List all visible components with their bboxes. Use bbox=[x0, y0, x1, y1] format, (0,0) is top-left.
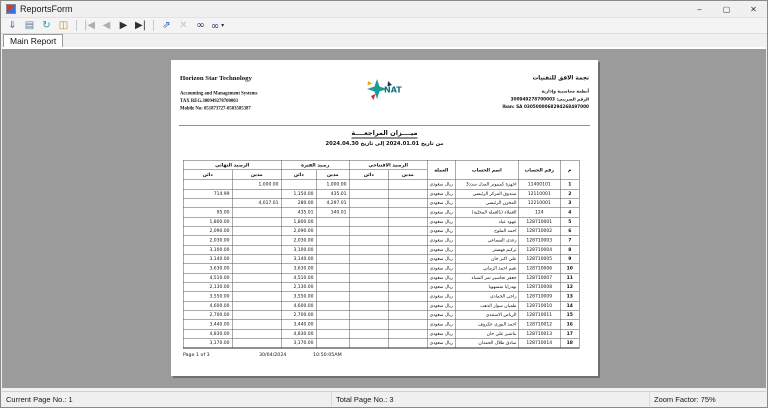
cell-no: 18 bbox=[560, 339, 579, 348]
cell-final-debit bbox=[232, 273, 281, 282]
company-line-en: Mobile No: 051873727-0503585387 bbox=[180, 106, 251, 111]
cell-final-credit: 4,830.00 bbox=[183, 329, 232, 338]
cell-final-credit bbox=[183, 198, 232, 207]
cell-opening-debit bbox=[388, 208, 427, 217]
header-period-debit: مدين bbox=[316, 170, 349, 180]
report-date-range: من تاريخ 2024.01.01 إلى تاريخ 2024.04.30 bbox=[325, 140, 444, 147]
table-row bbox=[183, 180, 579, 189]
cell-account-number: 128710002 bbox=[518, 226, 560, 235]
cell-period-credit: 3,170.00 bbox=[281, 339, 316, 348]
cell-period-debit bbox=[316, 339, 349, 348]
cell-currency: ريال سعودي bbox=[427, 339, 455, 348]
table-row bbox=[183, 189, 579, 198]
header-final-credit: دائن bbox=[183, 170, 232, 180]
print-report-icon[interactable]: ▤ bbox=[24, 19, 35, 31]
cell-no: 15 bbox=[560, 311, 579, 320]
cell-final-credit: 3,550.00 bbox=[183, 292, 232, 301]
cell-final-credit: 1,800.00 bbox=[183, 217, 232, 226]
table-row bbox=[183, 198, 579, 207]
status-current-page: Current Page No.: 1 bbox=[2, 392, 332, 406]
find-text-icon[interactable]: ∞ bbox=[196, 19, 205, 31]
cell-period-credit: 2,090.00 bbox=[281, 226, 316, 235]
cell-account-number: 12110001 bbox=[518, 189, 560, 198]
cell-period-credit: 2,030.00 bbox=[281, 236, 316, 245]
company-line-ar: Iban: SA 0305000068294268497000 bbox=[502, 104, 589, 110]
cell-no: 8 bbox=[560, 245, 579, 254]
cell-account-name: صادق طلال الحمدان bbox=[455, 339, 518, 348]
cell-currency: ريال سعودي bbox=[427, 236, 455, 245]
page-footer bbox=[171, 352, 598, 359]
header-opening-credit: دائن bbox=[349, 170, 388, 180]
cell-opening-credit bbox=[349, 283, 388, 292]
cell-opening-debit bbox=[388, 255, 427, 264]
cell-period-credit: 1,800.00 bbox=[281, 217, 316, 226]
cell-no: 9 bbox=[560, 255, 579, 264]
cell-account-number: 128710005 bbox=[518, 255, 560, 264]
cell-currency: ريال سعودي bbox=[427, 180, 455, 189]
cell-account-number: 128710009 bbox=[518, 292, 560, 301]
table-row bbox=[183, 236, 579, 245]
cell-period-debit: 340.01 bbox=[316, 208, 349, 217]
cell-opening-debit bbox=[388, 292, 427, 301]
cell-final-debit bbox=[232, 236, 281, 245]
last-page-icon[interactable]: ▶| bbox=[134, 19, 147, 31]
table-row bbox=[183, 255, 579, 264]
cell-opening-credit bbox=[349, 217, 388, 226]
cell-opening-debit bbox=[388, 329, 427, 338]
cell-final-credit: 2,090.00 bbox=[183, 226, 232, 235]
company-header-english bbox=[180, 74, 257, 113]
cell-final-debit bbox=[232, 226, 281, 235]
cell-period-credit: 4,600.00 bbox=[281, 301, 316, 310]
cell-currency: ريال سعودي bbox=[427, 301, 455, 310]
cell-account-name: عهود عياد bbox=[455, 217, 518, 226]
cell-opening-credit bbox=[349, 339, 388, 348]
cell-no: 10 bbox=[560, 264, 579, 273]
export-report-icon[interactable]: ⇓ bbox=[8, 19, 17, 31]
cell-period-debit bbox=[316, 273, 349, 282]
cell-period-credit: 2,700.00 bbox=[281, 311, 316, 320]
cell-opening-credit bbox=[349, 245, 388, 254]
cell-period-debit bbox=[316, 264, 349, 273]
cell-currency: ريال سعودي bbox=[427, 292, 455, 301]
status-bar bbox=[2, 391, 766, 406]
cell-account-name: تركيم فهستر bbox=[455, 245, 518, 254]
toolbar-separator bbox=[76, 20, 77, 31]
dropdown-caret-icon[interactable]: ▾ bbox=[219, 21, 225, 29]
toolbar-separator bbox=[153, 20, 154, 31]
cell-period-credit: 3,140.00 bbox=[281, 255, 316, 264]
cell-no: 4 bbox=[560, 208, 579, 217]
cell-account-number: 128710008 bbox=[518, 283, 560, 292]
trial-balance-table bbox=[183, 160, 580, 348]
header-final-balance: الرصيد النهائي bbox=[183, 160, 281, 170]
cell-no: 3 bbox=[560, 198, 579, 207]
tab-strip bbox=[1, 34, 767, 47]
header-opening-balance: الرصيد الافتتاحي bbox=[349, 160, 427, 170]
cell-final-debit bbox=[232, 311, 281, 320]
cell-opening-credit bbox=[349, 198, 388, 207]
table-row bbox=[183, 245, 579, 254]
cell-account-number: 128710011 bbox=[518, 311, 560, 320]
status-zoom-factor: Zoom Factor: 75% bbox=[654, 394, 716, 404]
cell-final-debit bbox=[232, 245, 281, 254]
cell-account-name: جعفر تجاسير نمر الشباء bbox=[455, 273, 518, 282]
cell-final-debit bbox=[232, 255, 281, 264]
cell-final-credit: 2,130.00 bbox=[183, 283, 232, 292]
cell-currency: ريال سعودي bbox=[427, 311, 455, 320]
cell-account-name: المخزن الرئيسي bbox=[455, 198, 518, 207]
cell-opening-credit bbox=[349, 226, 388, 235]
cell-opening-debit bbox=[388, 245, 427, 254]
cell-period-debit: 1,000.00 bbox=[316, 180, 349, 189]
cell-no: 7 bbox=[560, 236, 579, 245]
cell-currency: ريال سعودي bbox=[427, 189, 455, 198]
cell-account-name: احمد الملوح bbox=[455, 226, 518, 235]
cell-no: 5 bbox=[560, 217, 579, 226]
cell-account-name: اجهزة كمبيوتر المدل سدد3 bbox=[455, 180, 518, 189]
cell-account-number: 11400101 bbox=[518, 180, 560, 189]
tab-main-report[interactable]: Main Report bbox=[3, 34, 63, 47]
cell-period-credit: 435.01 bbox=[281, 208, 316, 217]
cell-final-debit bbox=[232, 264, 281, 273]
cell-final-debit bbox=[232, 208, 281, 217]
company-line-en: TAX REG.300949278700003 bbox=[180, 98, 238, 104]
cell-no: 12 bbox=[560, 283, 579, 292]
table-row bbox=[183, 283, 579, 292]
cell-opening-debit bbox=[388, 180, 427, 189]
report-toolbar bbox=[1, 18, 767, 34]
cell-account-number: 128710006 bbox=[518, 264, 560, 273]
cell-opening-debit bbox=[388, 264, 427, 273]
cell-final-debit bbox=[232, 339, 281, 348]
report-viewer[interactable] bbox=[2, 47, 766, 388]
header-period-balance: رصيد الفترة bbox=[281, 160, 349, 170]
cell-period-debit bbox=[316, 320, 349, 329]
table-row bbox=[183, 226, 579, 235]
header-divider bbox=[179, 125, 590, 126]
cell-opening-credit bbox=[349, 255, 388, 264]
cell-no: 16 bbox=[560, 320, 579, 329]
cell-currency: ريال سعودي bbox=[427, 226, 455, 235]
cell-opening-debit bbox=[388, 189, 427, 198]
cell-opening-credit bbox=[349, 292, 388, 301]
cell-account-number: 128710003 bbox=[518, 236, 560, 245]
cell-period-debit: 435.01 bbox=[316, 189, 349, 198]
cell-no: 11 bbox=[560, 273, 579, 282]
header-currency: العملة bbox=[427, 160, 455, 180]
cell-opening-debit bbox=[388, 301, 427, 310]
table-row bbox=[183, 273, 579, 282]
cell-opening-credit bbox=[349, 264, 388, 273]
cell-final-credit: 3,170.00 bbox=[183, 339, 232, 348]
maximize-button[interactable]: ▢ bbox=[722, 4, 731, 14]
table-row bbox=[183, 217, 579, 226]
cell-no: 14 bbox=[560, 301, 579, 310]
cell-opening-debit bbox=[388, 283, 427, 292]
first-page-icon: |◀ bbox=[83, 19, 96, 31]
table-row bbox=[183, 264, 579, 273]
table-row bbox=[183, 292, 579, 301]
company-logo bbox=[364, 77, 407, 108]
cell-period-debit bbox=[316, 245, 349, 254]
header-period-credit: دائن bbox=[281, 170, 316, 180]
cell-final-credit: 4,510.00 bbox=[183, 273, 232, 282]
cell-account-number: 128710013 bbox=[518, 329, 560, 338]
cell-account-name: بناشير علي خان bbox=[455, 329, 518, 338]
header-final-debit: مدين bbox=[232, 170, 281, 180]
table-row bbox=[183, 311, 579, 320]
cell-opening-debit bbox=[388, 320, 427, 329]
cell-final-debit bbox=[232, 217, 281, 226]
cell-final-credit: 2,030.00 bbox=[183, 236, 232, 245]
prev-page-icon: ◀ bbox=[102, 19, 111, 31]
cell-period-debit bbox=[316, 226, 349, 235]
cell-final-credit: 95.00 bbox=[183, 208, 232, 217]
cell-period-debit bbox=[316, 283, 349, 292]
cell-period-credit: 280.00 bbox=[281, 198, 316, 207]
app-icon bbox=[6, 4, 16, 14]
toggle-group-tree-icon[interactable]: ◫ bbox=[58, 19, 69, 31]
cell-final-credit: 2,700.00 bbox=[183, 311, 232, 320]
header-account-number: رقم الحساب bbox=[518, 160, 560, 180]
cell-account-number: 128710012 bbox=[518, 320, 560, 329]
cell-period-debit bbox=[316, 329, 349, 338]
cell-opening-credit bbox=[349, 301, 388, 310]
window-title: ReportsForm bbox=[20, 4, 73, 14]
cell-currency: ريال سعودي bbox=[427, 329, 455, 338]
header-no: م bbox=[560, 160, 579, 180]
cell-final-debit bbox=[232, 301, 281, 310]
cell-no: 2 bbox=[560, 189, 579, 198]
cell-final-credit: 3,440.00 bbox=[183, 320, 232, 329]
cell-no: 17 bbox=[560, 329, 579, 338]
cell-final-credit: 4,600.00 bbox=[183, 301, 232, 310]
cell-account-name: راجي الحمادي bbox=[455, 292, 518, 301]
header-opening-debit: مدين bbox=[388, 170, 427, 180]
close-button[interactable]: ✕ bbox=[750, 4, 757, 14]
cell-opening-credit bbox=[349, 320, 388, 329]
cell-period-credit: 3,440.00 bbox=[281, 320, 316, 329]
cell-opening-credit bbox=[349, 273, 388, 282]
cell-opening-credit bbox=[349, 180, 388, 189]
cell-period-debit bbox=[316, 255, 349, 264]
cell-account-number: 128710007 bbox=[518, 273, 560, 282]
report-title: ميــــزان المراجعــــة bbox=[351, 129, 418, 137]
cell-opening-debit bbox=[388, 236, 427, 245]
refresh-icon[interactable]: ↻ bbox=[42, 19, 51, 31]
cell-final-debit bbox=[232, 329, 281, 338]
cell-opening-debit bbox=[388, 339, 427, 348]
cell-final-credit: 3,630.00 bbox=[183, 264, 232, 273]
cell-period-credit: 2,130.00 bbox=[281, 283, 316, 292]
cell-period-debit bbox=[316, 311, 349, 320]
trial-balance-tbody bbox=[183, 180, 579, 348]
close-current-view-icon: ✕ bbox=[179, 19, 188, 31]
print-date: 30/04/2024 bbox=[259, 352, 287, 358]
cell-account-name: العملاء (بالعملة المحلية) bbox=[455, 208, 518, 217]
cell-final-credit bbox=[183, 180, 232, 189]
cell-opening-debit bbox=[388, 311, 427, 320]
cell-opening-debit bbox=[388, 273, 427, 282]
cell-currency: ريال سعودي bbox=[427, 255, 455, 264]
table-row bbox=[183, 339, 579, 348]
cell-period-credit: 3,550.00 bbox=[281, 292, 316, 301]
report-page bbox=[171, 60, 598, 376]
cell-opening-debit bbox=[388, 198, 427, 207]
cell-account-number: 128710001 bbox=[518, 217, 560, 226]
table-row bbox=[183, 320, 579, 329]
cell-account-name: احمد النوري عكروف bbox=[455, 320, 518, 329]
cell-period-credit bbox=[281, 180, 316, 189]
cell-currency: ريال سعودي bbox=[427, 264, 455, 273]
company-header-arabic bbox=[502, 74, 589, 111]
cell-final-debit: 4,017.01 bbox=[232, 198, 281, 207]
cell-account-name: علي اكبر خان bbox=[455, 255, 518, 264]
cell-account-name: صندوق المركز الرئيسي bbox=[455, 189, 518, 198]
cell-opening-credit bbox=[349, 311, 388, 320]
cell-period-credit: 3,100.00 bbox=[281, 245, 316, 254]
cell-currency: ريال سعودي bbox=[427, 283, 455, 292]
cell-period-credit: 4,510.00 bbox=[281, 273, 316, 282]
cell-opening-credit bbox=[349, 329, 388, 338]
minimize-button[interactable]: – bbox=[697, 4, 702, 14]
cell-account-name: الرياض الاستندي bbox=[455, 311, 518, 320]
page-number-text: Page 1 of 3 bbox=[183, 352, 210, 358]
cell-no: 13 bbox=[560, 292, 579, 301]
company-name-en: Horizon Star Technology bbox=[180, 74, 252, 82]
cell-account-name: بهدرايا متشهوبا bbox=[455, 283, 518, 292]
zoom-icon[interactable]: ∞ ▾ bbox=[210, 20, 225, 32]
cell-account-name: رغدي السماعي bbox=[455, 236, 518, 245]
cell-period-debit bbox=[316, 217, 349, 226]
goto-page-icon[interactable]: ⇗ bbox=[162, 19, 171, 31]
cell-opening-credit bbox=[349, 189, 388, 198]
cell-opening-credit bbox=[349, 236, 388, 245]
company-line-ar: أنظمة محاسبية وإدارية bbox=[541, 89, 589, 94]
status-total-page: Total Page No.: 3 bbox=[332, 392, 650, 406]
cell-account-number: 128710004 bbox=[518, 245, 560, 254]
cell-final-debit bbox=[232, 189, 281, 198]
cell-final-debit bbox=[232, 292, 281, 301]
cell-final-credit: 3,140.00 bbox=[183, 255, 232, 264]
cell-currency: ريال سعودي bbox=[427, 217, 455, 226]
cell-account-name: طميان سوار الذهب bbox=[455, 301, 518, 310]
cell-currency: ريال سعودي bbox=[427, 320, 455, 329]
cell-opening-credit bbox=[349, 208, 388, 217]
company-name-ar: نجمة الافق للتقنيات bbox=[532, 74, 589, 81]
cell-account-name: نعيم احمد الزماني bbox=[455, 264, 518, 273]
cell-period-credit: 3,630.00 bbox=[281, 264, 316, 273]
svg-text:NAT: NAT bbox=[384, 85, 402, 95]
cell-period-debit: 4,297.01 bbox=[316, 198, 349, 207]
cell-period-credit: 1,150.00 bbox=[281, 189, 316, 198]
cell-final-debit bbox=[232, 320, 281, 329]
cell-final-credit: 714.99 bbox=[183, 189, 232, 198]
company-line-en: Accounting and Management Systems bbox=[180, 91, 258, 96]
cell-currency: ريال سعودي bbox=[427, 208, 455, 217]
table-row bbox=[183, 329, 579, 338]
cell-currency: ريال سعودي bbox=[427, 198, 455, 207]
title-bar[interactable] bbox=[1, 1, 767, 18]
cell-opening-debit bbox=[388, 226, 427, 235]
print-time: 10:50:05AM bbox=[313, 352, 342, 358]
next-page-icon[interactable]: ▶ bbox=[119, 19, 128, 31]
cell-period-debit bbox=[316, 236, 349, 245]
cell-currency: ريال سعودي bbox=[427, 245, 455, 254]
cell-account-number: 128710010 bbox=[518, 301, 560, 310]
table-row bbox=[183, 301, 579, 310]
cell-no: 6 bbox=[560, 226, 579, 235]
cell-final-debit bbox=[232, 283, 281, 292]
company-line-ar: الرقم الضريبي: 300949278700003 bbox=[510, 96, 589, 102]
cell-account-number: 124 bbox=[518, 208, 560, 217]
cell-opening-debit bbox=[388, 217, 427, 226]
cell-no: 1 bbox=[560, 180, 579, 189]
cell-final-credit: 3,100.00 bbox=[183, 245, 232, 254]
cell-account-number: 128710014 bbox=[518, 339, 560, 348]
cell-final-debit: 1,000.00 bbox=[232, 180, 281, 189]
table-row bbox=[183, 208, 579, 217]
cell-account-number: 12210001 bbox=[518, 198, 560, 207]
header-account-name: اسم الحساب bbox=[455, 160, 518, 180]
cell-period-debit bbox=[316, 301, 349, 310]
cell-currency: ريال سعودي bbox=[427, 273, 455, 282]
cell-period-credit: 4,830.00 bbox=[281, 329, 316, 338]
cell-period-debit bbox=[316, 292, 349, 301]
